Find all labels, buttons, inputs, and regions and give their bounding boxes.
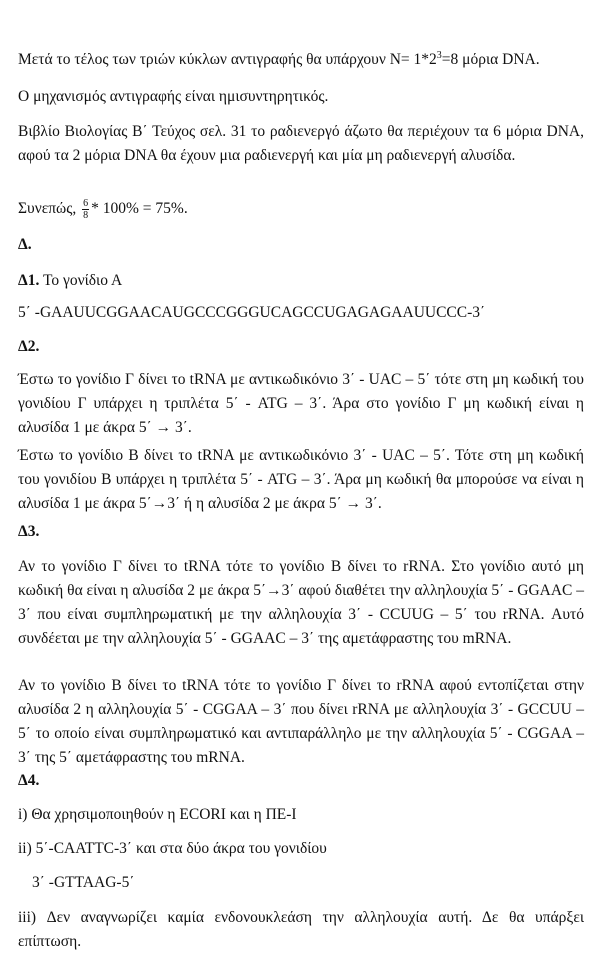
d1-line — [18, 270, 584, 292]
radioactive-nitrogen-paragraph: Βιβλίο Βιολογίας Β΄ Τεύχος σελ. 31 το ραδιενεργό άζωτο θα περιέχουν τα 6 μόρια DNA, αφού τα 2 μόρια DNA θα έχουν μια ραδιενεργή και μία μη ραδιενεργή αλυσίδα. — [18, 123, 584, 164]
fraction-numerator: 6 — [83, 197, 89, 209]
d1-text: Το γονίδιο Α — [39, 272, 123, 289]
d4-item-i: i) Θα χρησιμοποιηθούν η ECORI και η ΠΕ-Ι — [18, 806, 297, 823]
percentage-result-line — [18, 196, 584, 222]
d2-label: Δ2. — [18, 338, 40, 355]
exponent: 3 — [436, 49, 442, 61]
d4-item-iii: iii) Δεν αναγνωρίζει καμία ενδονουκλεάση την αλληλουχία αυτή. Δε θα υπάρξει επίπτωση. — [18, 909, 584, 950]
section-d-heading: Δ. — [18, 236, 32, 253]
fraction — [82, 198, 89, 221]
d3-label: Δ3. — [18, 523, 40, 540]
result-suffix: * 100% = 75%. — [91, 200, 188, 217]
d4-item-ii-sequence: 3΄ -GTTAAG-5΄ — [32, 874, 135, 891]
replication-count-result: =8 μόρια DNA. — [441, 51, 540, 68]
d3-paragraph-2: Αν το γονίδιο Β δίνει το tRNA τότε το γονίδιο Γ δίνει το rRNA αφού εντοπίζεται στην αλυσίδα 2 η αλληλουχία 5΄ - CGGAA – 3΄ που δίνει rRNA με αλληλουχία 3΄ - GCCUU – 5΄ το οποίο είναι συμπληρωματικό και αντιπαράλληλο με την αλληλουχία 5΄ - CGGAA – 3΄ της 5΄ αμετάφραστης του mRNA. — [18, 677, 584, 766]
fraction-denominator: 8 — [83, 209, 89, 221]
replication-mechanism-line: Ο μηχανισμός αντιγραφής είναι ημισυντηρητικός. — [18, 88, 329, 105]
d4-label: Δ4. — [18, 772, 40, 789]
d4-item-ii: ii) 5΄-CAATTC-3΄ και στα δύο άκρα του γονιδίου — [18, 840, 327, 857]
d2-paragraph-2: Έστω το γονίδιο Β δίνει το tRNA με αντικωδικόνιο 3΄ - UAC – 5΄. Τότε στη μη κωδική του γονιδίου Β υπάρχει η τριπλέτα 5΄ - ATG – 3΄. Άρα μη κωδική θα μπορούσε να είναι η αλυσίδα 1 με άκρα 5΄→3΄ ή η αλυσίδα 2 με άκρα 5΄ → 3΄. — [18, 447, 584, 512]
replication-count-line — [18, 49, 584, 71]
d1-label: Δ1. — [18, 272, 40, 289]
gene-a-sequence: 5΄ -GAAUUCGGAACAUGCCCGGGUCAGCCUGAGAGAAUUCCC-3΄ — [18, 304, 486, 321]
d3-paragraph-1: Αν το γονίδιο Γ δίνει το tRNA τότε το γονίδιο Β δίνει το rRNA. Στο γονίδιο αυτό μη κωδική θα είναι η αλυσίδα 2 με άκρα 5΄→3΄ αφού διαθέτει την αλληλουχία 5΄ - GGAAC – 3΄ που είναι συμπληρωματική με την αλληλουχία 3΄ - CCUUG – 5΄ του rRNA. Αυτό συνδέεται με την αλληλουχία 5΄ - GGAAC – 3΄ της αμετάφραστης του mRNA. — [18, 558, 584, 647]
result-prefix: Συνεπώς, — [18, 200, 81, 217]
d2-paragraph-1: Έστω το γονίδιο Γ δίνει το tRNA με αντικωδικόνιο 3΄ - UAC – 5΄ τότε στη μη κωδική του γονιδίου Γ υπάρχει η τριπλέτα 5΄ - ATG – 3΄. Άρα στο γονίδιο Γ μη κωδική είναι η αλυσίδα 1 με άκρα 5΄ → 3΄. — [18, 371, 584, 436]
replication-count-text: Μετά το τέλος των τριών κύκλων αντιγραφής θα υπάρχουν Ν= 1*2 — [18, 51, 437, 68]
